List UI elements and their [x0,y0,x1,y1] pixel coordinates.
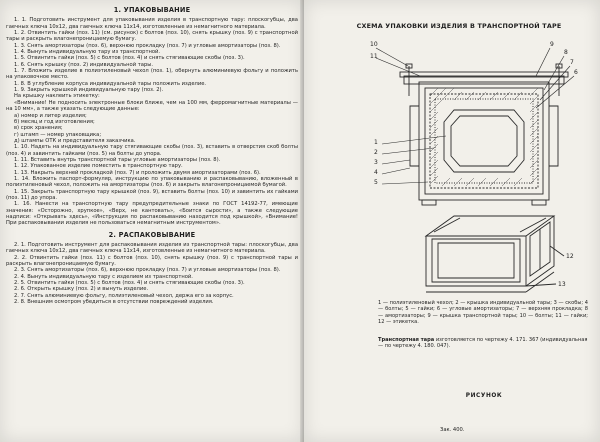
unpacking-step: 2. 6. Открыть крышку (поз. 2) и вынуть изделие. [14,286,149,293]
packing-step: 1. 15. Закрыть транспортную тару крышкой (поз. 9), вставить болты (поз. 10) и завинтить их гайками (поз. 11) до упора. [6,188,298,201]
packing-step: в) срок хранения; [14,125,63,132]
right-page [304,0,600,442]
callout-label: 12 [566,253,574,260]
crate-cross-section [400,64,568,205]
callout-label: 2 [374,149,378,156]
unpacking-step: 2. 8. Внешним осмотром убедиться в отсутствии повреждений изделия. [14,299,214,306]
packing-step: 1. 16. Нанести на транспортную тару предупредительные знаки по ГОСТ 14192-77, имеющие значения: «Осторожно, хрупкое», «Верх, не кантовать», «Боится сырости», а также следующие надписи: «Открывать здесь», «Инструкция по распаковыванию находится под крышкой», «Внимание! При распаковывании изделия не пользоваться немагнитным инструментом». [6,201,298,227]
packing-step: 1. 2. Отвинтить гайки (поз. 11) (см. рисунок) с болтов (поз. 10), снять крышку (поз. 9) с транспортной тары и раскрыть влагонепроницаемую бумагу. [6,30,298,43]
packing-step: 1. 13. Накрыть верхней прокладкой (поз. 7) и проложить двумя амортизаторами (поз. 6). [14,169,261,176]
callout-label: 8 [564,49,568,56]
unpacking-step: 2. 7. Снять алюминиевую фольгу, полиэтиленовый чехол, держа его за корпус. [14,292,234,299]
packing-step: 1. 4. Вынуть индивидуальную тару из транспортной. [14,49,161,56]
packing-step: 1. 14. Вложить паспорт-формуляр, инструкцию по упаковыванию и распаковыванию, вложенный в полиэтиленовый чехол, положить на амортизаторы (поз. 6) и закрыть влагонепроницаемой бумагой. [6,175,298,189]
legend-text: 1 — полиэтиленовый чехол; 2 — крышка индивидуальной тары; 3 — скобы; 4 — болты; 5 — гайки; 6 — угловые амортизаторы; 7 — верхняя прокладка; 8 — амортизаторы; 9 — крышка транспортной тары; 10 — болты; 11 — гайки; 12 — этикетка. [378,300,588,326]
unpacking-step: 2. 5. Отвинтить гайки (поз. 5) с болтов (поз. 4) и снять стягивающие скобы (поз. 3). [14,280,245,287]
unpacking-step: 2. 3. Снять амортизаторы (поз. 6), верхнюю прокладку (поз. 7) и угловые амортизаторы (поз. 8). [14,267,281,274]
packing-step: б) месяц и год изготовления; [14,118,95,125]
callout-label: 7 [570,59,574,66]
callout-label: 3 [374,159,378,166]
tare-note [378,337,588,350]
packing-step: 1. 11. Вставить внутрь транспортной тары угловые амортизаторы (поз. 8). [14,156,221,163]
callout-label: 5 [374,179,378,186]
packing-steps [6,17,298,226]
callout-label: 10 [370,41,378,48]
tare-label: Транспортная тара [378,337,435,343]
tare-text: изготовляется по чертежу 4. 171. 367 (индивидуальная — по чертежу 4. 180. 047). [378,337,588,350]
packing-step: 1. 1. Подготовить инструмент для упаковывания изделия в транспортную тару: плоскогубцы, два гаечных ключа 10х12, два гаечных ключа 11х14, изготовленные из немагнитного материала. [6,17,298,30]
packing-step: 1. 5. Отвинтить гайки (поз. 5) с болтов (поз. 4) и снять стягивающие скобы (поз. 3). [14,55,245,62]
packing-step: г) штамп — номер упаковщика; [14,131,102,138]
packing-step: 1. 3. Снять амортизаторы (поз. 6), верхнюю прокладку (поз. 7) и угловые амортизаторы (поз. 8). [14,42,281,49]
packing-step: а) номер и литер изделия; [14,112,87,119]
callout-label: 4 [374,169,378,176]
figure-label: РИСУНОК [465,393,503,399]
figure-column [304,0,600,442]
section-title-packing: 1. УПАКОВЫВАНИЕ [113,6,191,14]
packing-step: 1. 8. В углубление корпуса индивидуальной тары положить изделие. [14,80,207,87]
packing-step: 1. 6. Снять крышку (поз. 2) индивидуальной тары. [14,61,153,68]
packing-step: 1. 7. Вложить изделие в полиэтиленовый чехол (поз. 1), обернуть алюминиевую фольгу и положить на упаковочное место. [6,68,298,81]
section-title-unpacking: 2. РАСПАКОВЫВАНИЕ [108,230,196,239]
unpacking-step: 2. 2. Отвинтить гайки (поз. 11) с болтов (поз. 10), снять крышку (поз. 9) с транспортной тары и раскрыть влагонепроницаемую бумагу. [6,254,298,268]
crate-isometric [426,216,564,292]
unpacking-step: 2. 1. Подготовить инструмент для распаковывания изделия из транспортной тары: плоскогубцы, два гаечных ключа 10х12, два гаечных ключа 11х14, изготовленные из немагнитного материала. [6,242,298,255]
unpacking-steps [6,242,298,305]
packing-step: «Внимание! Не подносить электронные блоки ближе, чем на 100 мм, ферромагнитные материалы — на 10 мм», а также указать следующие данные: [6,99,298,113]
callout-label: 6 [574,69,578,76]
packing-scheme-drawing [364,36,594,298]
instructions-column [6,5,298,437]
packing-step: 1. 10. Надеть на индивидуальную тару стягивающие скобы (поз. 3), вставить в отверстия скоб болты (поз. 4) и завинтить гайками (поз. 5) на болты до упора. [6,144,298,157]
unpacking-step: 2. 4. Вынуть индивидуальную тару с изделием из транспортной. [14,273,193,280]
packing-step: 1. 12. Упакованное изделие поместить в транспортную тару. [14,163,183,170]
packing-step: На крышку наклеить этикетку: [14,93,100,100]
callout-label: 1 [374,139,378,146]
scheme-title: СХЕМА УПАКОВКИ ИЗДЕЛИЯ В ТРАНСПОРТНОЙ ТАРЕ [356,22,562,30]
packing-step: д) штампы ОТК и представителя заказчика. [14,137,136,144]
callout-label: 9 [550,41,554,48]
packing-step: 1. 9. Закрыть крышкой индивидуальную тару (поз. 2). [14,87,164,94]
order-number: Зак. 400. [440,427,465,433]
callout-label: 13 [558,281,566,288]
callout-label: 11 [370,53,378,60]
